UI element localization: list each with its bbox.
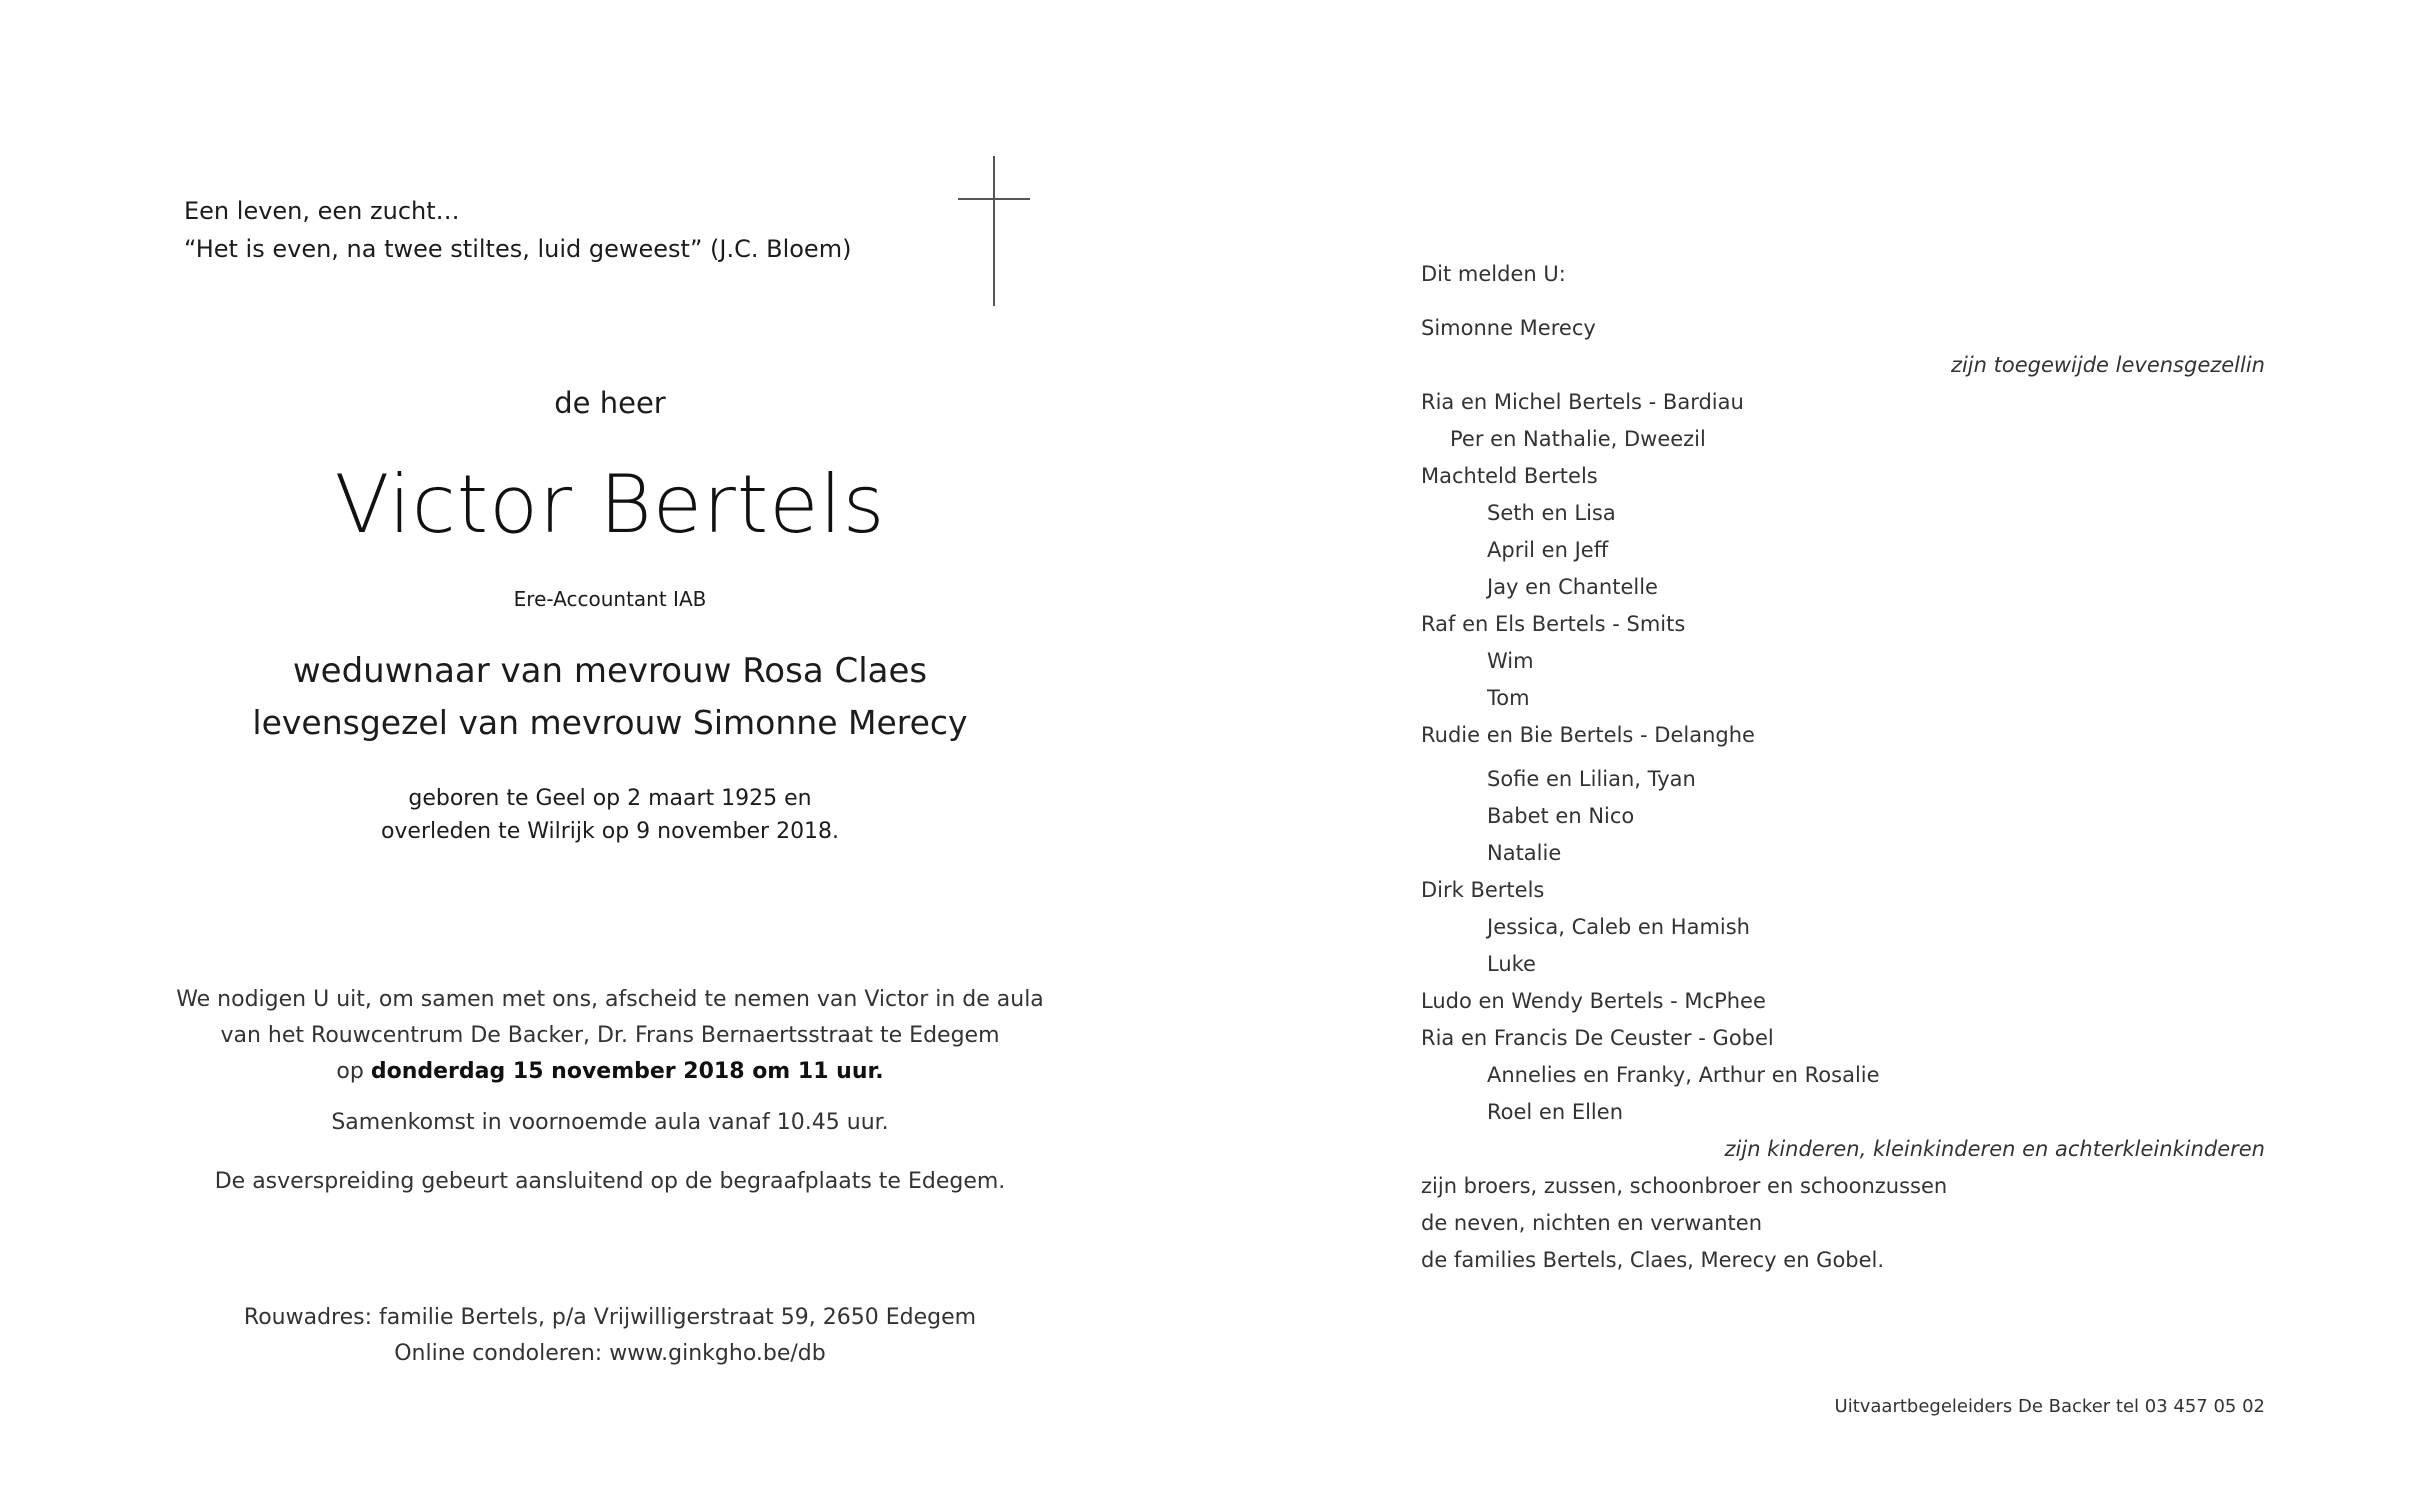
birth-line: geboren te Geel op 2 maart 1925 en bbox=[408, 786, 812, 811]
family-member: Ria en Michel Bertels - Bardiau bbox=[1421, 390, 1744, 414]
family-member: Per en Nathalie, Dweezil bbox=[1450, 427, 1706, 451]
other-relatives: de neven, nichten en verwanten bbox=[1421, 1211, 1763, 1235]
cross-icon bbox=[958, 156, 1030, 306]
family-member: Roel en Ellen bbox=[1487, 1100, 1623, 1124]
ceremony-date: donderdag 15 november 2018 om 11 uur. bbox=[370, 1059, 884, 1084]
family-role: zijn kinderen, kleinkinderen en achterkleinkinderen bbox=[1724, 1137, 2265, 1161]
funeral-director: Uitvaartbegeleiders De Backer tel 03 457 05 02 bbox=[1834, 1396, 2265, 1417]
family-member: Jessica, Caleb en Hamish bbox=[1487, 915, 1750, 939]
family-member: Babet en Nico bbox=[1487, 804, 1635, 828]
name-prefix: de heer bbox=[554, 386, 666, 420]
partner-name: Simonne Merecy bbox=[1421, 316, 1596, 340]
family-member: Ludo en Wendy Bertels - McPhee bbox=[1421, 989, 1766, 1013]
relation-partner: levensgezel van mevrouw Simonne Merecy bbox=[252, 703, 968, 742]
other-relatives: zijn broers, zussen, schoonbroer en schoonzussen bbox=[1421, 1174, 1948, 1198]
family-member: Luke bbox=[1487, 952, 1536, 976]
family-member: Raf en Els Bertels - Smits bbox=[1421, 612, 1686, 636]
family-member: Rudie en Bie Bertels - Delanghe bbox=[1421, 723, 1755, 747]
other-relatives: de families Bertels, Claes, Merecy en Gobel. bbox=[1421, 1248, 1885, 1272]
announcers-intro: Dit melden U: bbox=[1421, 262, 1566, 286]
relation-widower: weduwnaar van mevrouw Rosa Claes bbox=[292, 651, 928, 691]
family-member: Natalie bbox=[1487, 841, 1562, 865]
deceased-title: Ere-Accountant IAB bbox=[513, 587, 707, 611]
meeting-time: Samenkomst in voornoemde aula vanaf 10.45 uur. bbox=[331, 1110, 889, 1135]
deceased-name: Victor Bertels bbox=[334, 458, 886, 551]
invitation-line-3: op donderdag 15 november 2018 om 11 uur. bbox=[336, 1059, 884, 1084]
ashes-note: De asverspreiding gebeurt aansluitend op de begraafplaats te Edegem. bbox=[214, 1169, 1006, 1194]
invitation-line-2: van het Rouwcentrum De Backer, Dr. Frans Bernaertsstraat te Edegem bbox=[220, 1023, 1000, 1048]
birth-death-dates bbox=[150, 782, 1070, 848]
invitation-line-1: We nodigen U uit, om samen met ons, afscheid te nemen van Victor in de aula bbox=[176, 987, 1044, 1012]
death-line: overleden te Wilrijk op 9 november 2018. bbox=[380, 819, 840, 844]
contact-info bbox=[150, 1300, 1070, 1372]
family-member: April en Jeff bbox=[1487, 538, 1609, 562]
family-member: Seth en Lisa bbox=[1487, 501, 1616, 525]
epigraph bbox=[184, 192, 851, 268]
family-member: Wim bbox=[1487, 649, 1534, 673]
partner-role: zijn toegewijde levensgezellin bbox=[1950, 353, 2265, 377]
family-member: Tom bbox=[1487, 686, 1530, 710]
epigraph-line-1: Een leven, een zucht… bbox=[184, 197, 460, 225]
mourning-address: Rouwadres: familie Bertels, p/a Vrijwilligerstraat 59, 2650 Edegem bbox=[243, 1305, 977, 1330]
online-condolences: Online condoleren: www.ginkgho.be/db bbox=[394, 1341, 826, 1366]
family-member: Machteld Bertels bbox=[1421, 464, 1598, 488]
family-member: Ria en Francis De Ceuster - Gobel bbox=[1421, 1026, 1774, 1050]
ceremony-invitation bbox=[150, 982, 1070, 1090]
family-member: Sofie en Lilian, Tyan bbox=[1487, 767, 1696, 791]
family-member: Annelies en Franky, Arthur en Rosalie bbox=[1487, 1063, 1880, 1087]
family-member: Jay en Chantelle bbox=[1487, 575, 1658, 599]
family-member: Dirk Bertels bbox=[1421, 878, 1545, 902]
epigraph-line-2: “Het is even, na twee stiltes, luid geweest” (J.C. Bloem) bbox=[184, 235, 852, 263]
